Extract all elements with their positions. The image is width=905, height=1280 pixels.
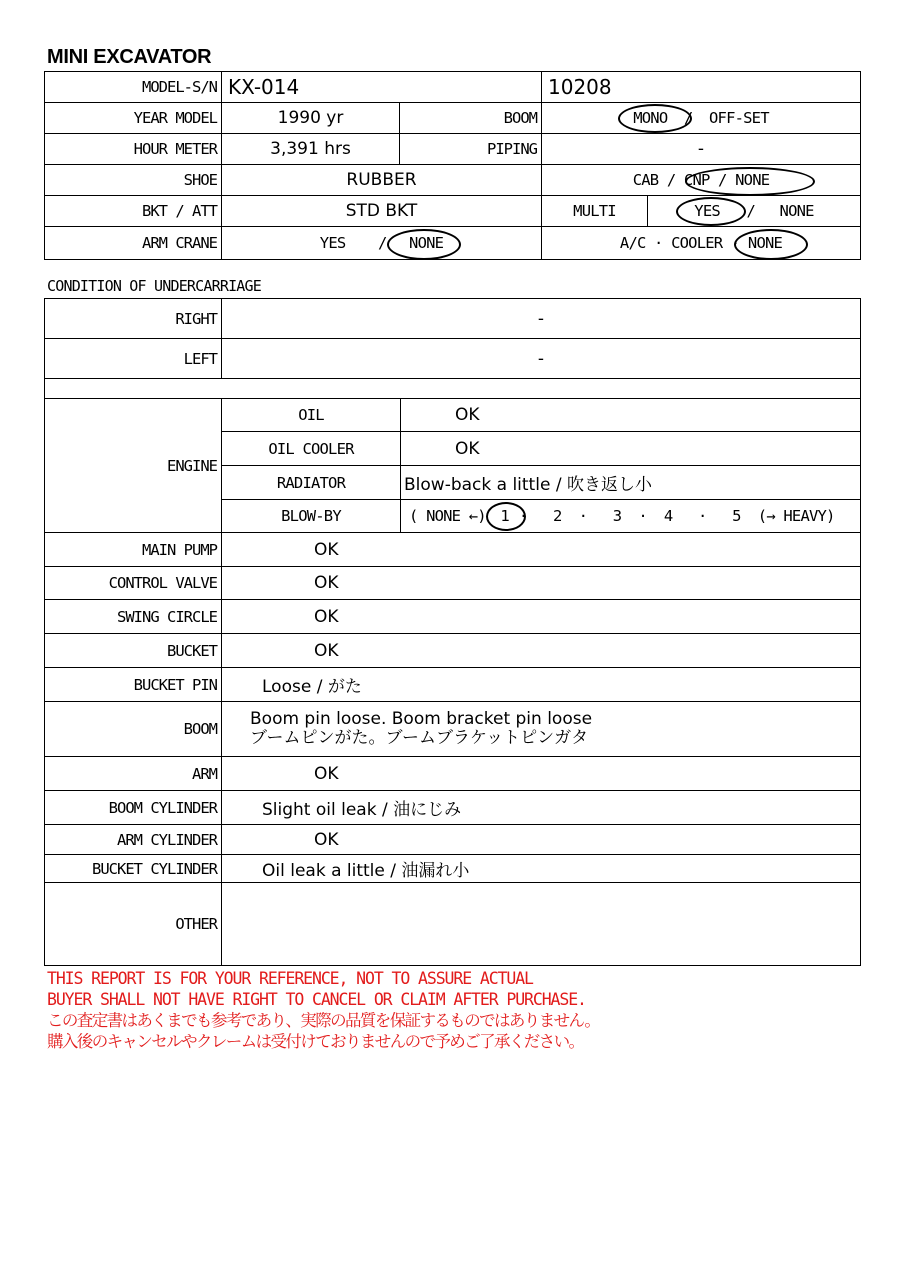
boom-type-label: BOOM [400, 103, 542, 134]
boom-sep: / [683, 109, 693, 127]
arm-label: ARM [45, 757, 222, 791]
arm-value: OK [222, 757, 861, 791]
undercarriage-table [44, 298, 861, 399]
other-value [222, 883, 861, 966]
cab-options-text: CAB / CNP / [632, 171, 727, 189]
arm-crane-opt-none: NONE [409, 234, 443, 252]
multi-options [648, 196, 861, 227]
boom-cylinder-value: Slight oil leak / 油にじみ [222, 791, 861, 825]
model-value: KX-014 [222, 72, 542, 103]
oil-cooler-value: OK [401, 432, 861, 466]
cab-opt-none: NONE [735, 171, 769, 189]
piping-label: PIPING [400, 134, 542, 165]
radiator-label: RADIATOR [222, 466, 401, 500]
bucket-value: OK [222, 634, 861, 668]
spacer-row [45, 379, 861, 399]
boom-value [222, 702, 861, 757]
right-value: - [222, 299, 861, 339]
document-title: MINI EXCAVATOR [47, 46, 212, 68]
condition-table [44, 398, 861, 966]
boom-label: BOOM [45, 702, 222, 757]
swing-circle-label: SWING CIRCLE [45, 600, 222, 634]
multi-sep: / [746, 202, 755, 220]
year-model-value: 1990 yr [222, 103, 400, 134]
piping-value: - [542, 134, 861, 165]
boom-value-line1: Boom pin loose. Boom bracket pin loose [250, 709, 593, 729]
boom-value-line2: ブームピンがた。ブームブラケットピンガタ [250, 728, 589, 748]
serial-value: 10208 [542, 72, 861, 103]
arm-cylinder-label: ARM CYLINDER [45, 825, 222, 855]
bucket-pin-label: BUCKET PIN [45, 668, 222, 702]
arm-crane-options [222, 227, 542, 260]
left-label: LEFT [45, 339, 222, 379]
bucket-label: BUCKET [45, 634, 222, 668]
swing-circle-value: OK [222, 600, 861, 634]
disclaimer-line2: BUYER SHALL NOT HAVE RIGHT TO CANCEL OR CLAIM AFTER PURCHASE. [47, 990, 586, 1009]
other-label: OTHER [45, 883, 222, 966]
undercarriage-section-title: CONDITION OF UNDERCARRIAGE [47, 277, 262, 295]
disclaimer-line3: この査定書はあくまでも参考であり、実際の品質を保証するものではありません。 [47, 1011, 600, 1030]
right-label: RIGHT [45, 299, 222, 339]
multi-opt-yes: YES [694, 202, 720, 220]
engine-label: ENGINE [45, 399, 222, 533]
multi-label: MULTI [542, 196, 648, 227]
oil-value: OK [401, 399, 861, 432]
year-model-label: YEAR MODEL [45, 103, 222, 134]
hour-meter-value: 3,391 hrs [222, 134, 400, 165]
cab-options [542, 165, 861, 196]
ac-cooler-options [542, 227, 861, 260]
disclaimer-line1: THIS REPORT IS FOR YOUR REFERENCE, NOT TO ASSURE ACTUAL [47, 969, 533, 988]
disclaimer [47, 968, 599, 1052]
control-valve-label: CONTROL VALVE [45, 567, 222, 600]
ac-cooler-opt-none: NONE [748, 234, 782, 252]
boom-cylinder-label: BOOM CYLINDER [45, 791, 222, 825]
bucket-pin-value: Loose / がた [222, 668, 861, 702]
shoe-value: RUBBER [222, 165, 542, 196]
arm-crane-label: ARM CRANE [45, 227, 222, 260]
machine-info-table [44, 71, 861, 260]
multi-opt-none: NONE [779, 202, 814, 220]
arm-crane-sep: / [377, 234, 387, 252]
control-valve-value: OK [222, 567, 861, 600]
boom-opt-offset: OFF-SET [709, 109, 769, 127]
shoe-label: SHOE [45, 165, 222, 196]
ac-cooler-text: A/C · COOLER · [619, 234, 740, 252]
bkt-att-value: STD BKT [222, 196, 542, 227]
radiator-value: Blow-back a little / 吹き返し小 [401, 466, 861, 500]
boom-opt-mono: MONO [633, 109, 667, 127]
bucket-cylinder-label: BUCKET CYLINDER [45, 855, 222, 883]
arm-crane-opt-yes: YES [319, 234, 346, 252]
blowby-prefix: ( NONE ←) [409, 507, 486, 525]
main-pump-value: OK [222, 533, 861, 567]
oil-cooler-label: OIL COOLER [222, 432, 401, 466]
main-pump-label: MAIN PUMP [45, 533, 222, 567]
blowby-selected: 1 [500, 507, 509, 525]
model-sn-label: MODEL-S/N [45, 72, 222, 103]
left-value: - [222, 339, 861, 379]
bkt-att-label: BKT / ATT [45, 196, 222, 227]
oil-label: OIL [222, 399, 401, 432]
blowby-scale [401, 500, 861, 533]
arm-cylinder-value: OK [222, 825, 861, 855]
boom-type-options [542, 103, 861, 134]
blowby-rest: · 2 · 3 · 4 · 5 (→ HEAVY) [518, 507, 835, 525]
blowby-label: BLOW-BY [222, 500, 401, 533]
disclaimer-line4: 購入後のキャンセルやクレームは受付けておりませんので予めご了承ください。 [47, 1032, 584, 1051]
hour-meter-label: HOUR METER [45, 134, 222, 165]
bucket-cylinder-value: Oil leak a little / 油漏れ小 [222, 855, 861, 883]
